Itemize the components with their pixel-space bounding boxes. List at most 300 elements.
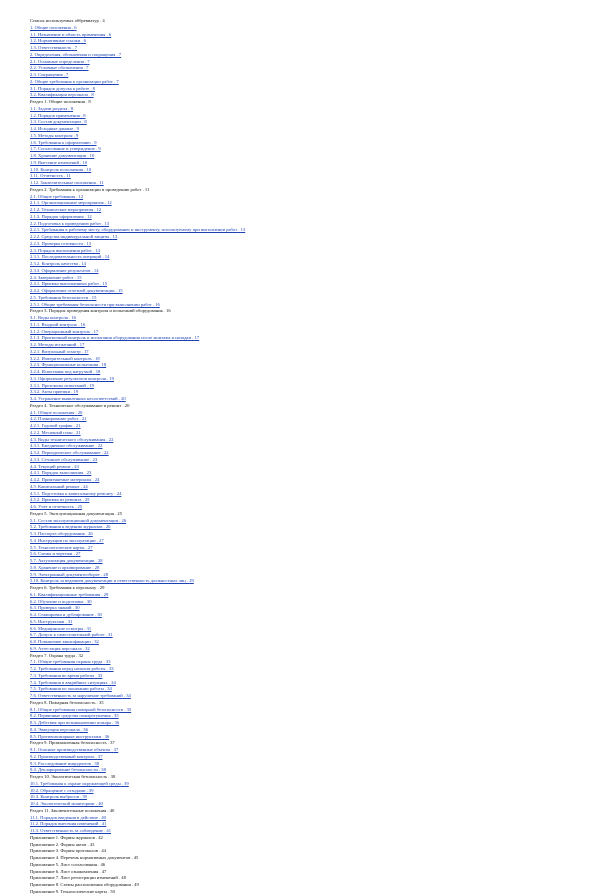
toc-entry-page: 8 [88, 99, 91, 104]
toc-entry-title: 10.2. Обращение с отходами [30, 787, 86, 793]
toc-entry[interactable] [30, 349, 571, 356]
toc-entry[interactable] [30, 38, 571, 45]
toc-entry[interactable] [30, 720, 571, 727]
toc-entry-title: 9.3. Расследование инцидентов [30, 760, 91, 766]
toc-entry[interactable] [30, 180, 571, 187]
toc-entry-title: 2.4. Завершение работ [30, 274, 74, 280]
toc-entry [30, 585, 571, 592]
toc-entry[interactable] [30, 605, 571, 612]
toc-entry-dots: . [77, 321, 81, 327]
toc-entry[interactable] [30, 32, 571, 39]
toc-entry-dots: . [117, 875, 122, 881]
toc-entry[interactable] [30, 646, 571, 653]
toc-entry[interactable] [30, 686, 571, 693]
toc-entry[interactable] [30, 234, 571, 241]
toc-entry-page: 36 [83, 726, 88, 732]
toc-entry-page: 28 [103, 571, 108, 577]
toc-entry[interactable] [30, 801, 571, 808]
toc-entry-title: 8.2. Первичные средства пожаротушения [30, 713, 111, 719]
toc-entry-title: 4.3.3. Сезонное обслуживание [30, 456, 90, 462]
toc-entry[interactable] [30, 423, 571, 430]
toc-entry-title: 1.12. Заключительные положения [30, 180, 96, 185]
toc-entry[interactable] [30, 113, 571, 120]
toc-entry-title: 6.5. Инструктажи [30, 618, 65, 624]
toc-entry[interactable] [30, 821, 571, 828]
toc-entry-page: 9 [98, 146, 101, 152]
toc-entry[interactable] [30, 335, 571, 342]
toc-entry-dots: . [107, 774, 111, 779]
toc-entry-title: Раздел 9. Промышленная безопасность [30, 740, 107, 746]
toc-entry-title: 4.5. Капитальный ремонт [30, 483, 80, 489]
toc-entry[interactable] [30, 754, 571, 761]
toc-entry[interactable] [30, 214, 571, 221]
toc-entry-title: 1.3. Ответственность [30, 45, 72, 50]
toc-entry-title: 4.3.2. Периодическое обслуживание [30, 450, 101, 455]
toc-entry-page: 17 [84, 348, 89, 354]
toc-entry[interactable] [30, 794, 571, 801]
toc-entry[interactable] [30, 133, 571, 140]
toc-entry-title: 1.9. Внесение изменений [30, 159, 79, 165]
toc-entry[interactable] [30, 254, 571, 261]
toc-entry[interactable] [30, 666, 571, 673]
toc-entry-dots: . [141, 186, 145, 192]
toc-entry-dots: . [84, 99, 89, 104]
toc-entry[interactable] [30, 592, 571, 599]
toc-entry[interactable] [30, 72, 571, 79]
toc-entry-page: 8 [84, 119, 87, 125]
toc-entry-dots: . [122, 693, 127, 698]
toc-entry-dots: . [103, 686, 108, 692]
toc-entry-page: 38 [94, 760, 99, 766]
toc-entry-dots: . [95, 180, 100, 185]
toc-entry-title: 3.2. Методы испытаний [30, 342, 77, 347]
toc-entry-title: 4.2.1. Годовой график [30, 423, 73, 428]
toc-entry[interactable] [30, 599, 571, 606]
toc-entry-page: 23 [86, 470, 92, 476]
toc-entry-dots: . [90, 139, 95, 145]
toc-entry-dots: . [101, 254, 105, 260]
toc-entry-title: 5.4. Инструкции по эксплуатации [30, 537, 96, 543]
toc-entry[interactable] [30, 92, 571, 99]
toc-entry[interactable] [30, 126, 571, 133]
toc-entry[interactable] [30, 437, 571, 444]
toc-entry-page: 26 [105, 524, 111, 530]
toc-entry[interactable] [30, 140, 571, 147]
toc-entry[interactable] [30, 632, 571, 639]
toc-entry-dots: . [191, 335, 195, 341]
toc-entry[interactable] [30, 416, 571, 423]
toc-entry-title: 4.1. Общие положения [30, 409, 75, 415]
toc-entry[interactable] [30, 207, 571, 214]
toc-entry-title: 10.4. Экологический мониторинг [30, 801, 95, 806]
toc-entry-title: 3.2.4. Испытания под нагрузкой [30, 369, 93, 374]
toc-entry-dots: . [83, 213, 88, 219]
toc-entry-dots: . [113, 490, 117, 496]
toc-entry-dots: . [98, 281, 103, 287]
toc-entry-title: Раздел 3. Порядок проведения контроля и испытаний оборудования [30, 308, 163, 314]
toc-entry-dots: . [162, 308, 167, 314]
toc-entry-title: 1.2. Порядок применения [30, 112, 80, 118]
toc-entry[interactable] [30, 524, 571, 531]
toc-entry-title: Приложение 8. Схемы расположения оборудования [30, 882, 131, 887]
toc-entry-title: Раздел 4. Техническое обслуживание и ремонт [30, 402, 122, 408]
toc-entry[interactable] [30, 221, 571, 228]
toc-entry-title: Список используемых аббревиатур [30, 18, 99, 23]
toc-entry[interactable] [30, 457, 571, 464]
toc-entry-title: 1.5. Методы контроля [30, 132, 73, 138]
toc-entry-title: 11.3. Ответственность за соблюдение [30, 828, 103, 833]
toc-entry[interactable] [30, 410, 571, 417]
toc-entry-title: 7.3. Требования во время работы [30, 672, 95, 678]
toc-entry-page: 42 [98, 834, 103, 840]
toc-entry-dots: . [78, 159, 83, 165]
toc-entry[interactable] [30, 531, 571, 538]
toc-entry-page: 9 [76, 132, 79, 138]
toc-entry[interactable] [30, 828, 571, 835]
toc-entry[interactable] [30, 200, 571, 207]
toc-entry[interactable] [30, 25, 571, 32]
toc-entry-page: 13 [112, 234, 118, 239]
toc-entry[interactable] [30, 578, 571, 585]
toc-entry[interactable] [30, 106, 571, 113]
toc-entry-title: 4.4. Текущий ремонт [30, 463, 71, 469]
toc-entry-dots: . [76, 342, 80, 347]
toc-entry[interactable] [30, 551, 571, 558]
toc-entry-page: 18 [95, 355, 100, 361]
toc-entry[interactable] [30, 295, 571, 302]
toc-entry-dots: . [81, 645, 86, 651]
toc-entry-dots: . [95, 699, 99, 705]
toc-entry-dots: . [81, 497, 85, 503]
toc-entry-page: 31 [86, 625, 92, 631]
toc-entry-title: 3.3. Оформление результатов контроля [30, 375, 106, 381]
toc-entry[interactable] [30, 538, 571, 545]
toc-entry[interactable] [30, 727, 571, 734]
toc-entry-page: 13 [104, 220, 110, 226]
toc-entry [30, 808, 571, 815]
toc-entry-dots: . [98, 821, 102, 827]
toc-entry-page: 23 [92, 456, 98, 462]
toc-entry[interactable] [30, 497, 571, 504]
toc-entry-dots: . [103, 200, 108, 206]
toc-entry-page: 7 [118, 51, 122, 57]
toc-entry[interactable] [30, 362, 571, 369]
toc-entry-title: 3.1. Виды контроля [30, 315, 68, 320]
toc-entry-title: 3.1. Порядок допуска к работе [30, 85, 90, 91]
toc-entry[interactable] [30, 518, 571, 525]
toc-entry[interactable] [30, 504, 571, 511]
toc-entry-title: 2.3. Порядок выполнения работ [30, 247, 92, 253]
toc-entry-title: 2.4.1. Приемка выполненных работ [30, 281, 99, 287]
toc-entry-title: 9.2. Производственный контроль [30, 753, 95, 759]
toc-entry-page: 14 [81, 261, 86, 266]
toc-entry[interactable] [30, 788, 571, 795]
toc-entry [30, 842, 571, 849]
toc-entry-page: 33 [105, 659, 111, 665]
toc-entry[interactable] [30, 484, 571, 491]
toc-entry-title: 2.1.3. Порядок оформления [30, 213, 84, 219]
toc-entry-page: 9 [94, 139, 97, 145]
toc-entry-dots: . [84, 544, 88, 550]
toc-entry[interactable] [30, 261, 571, 268]
toc-entry-dots: . [91, 564, 95, 570]
toc-entry-title: Приложение 6. Лист ознакомления [30, 868, 99, 874]
toc-entry[interactable] [30, 383, 571, 390]
toc-entry-page: 24 [94, 477, 100, 482]
toc-entry[interactable] [30, 194, 571, 201]
toc-entry-dots: . [117, 396, 122, 401]
toc-entry-title: Раздел 10. Экологическая безопасность [30, 774, 108, 779]
toc-entry [30, 889, 571, 896]
toc-entry-title: 4.4.1. Порядок выполнения [30, 470, 84, 476]
toc-entry[interactable] [30, 815, 571, 822]
toc-entry[interactable] [30, 545, 571, 552]
toc-entry-dots: . [62, 173, 67, 179]
toc-entry-page: 20 [121, 396, 126, 401]
toc-entry-page: 29 [189, 578, 194, 584]
toc-entry[interactable] [30, 491, 571, 498]
toc-entry[interactable] [30, 45, 571, 52]
toc-entry-title: 4.2. Планирование работ [30, 416, 79, 422]
toc-entry-dots: . [86, 841, 90, 847]
toc-entry-title: 5.10. Контроль за ведением документации и ответственность должностных лиц [30, 578, 186, 584]
toc-entry-dots: . [89, 85, 93, 91]
toc-entry-dots: . [79, 112, 84, 118]
toc-entry[interactable] [30, 268, 571, 275]
toc-entry-dots: . [185, 578, 190, 584]
toc-entry-dots: . [72, 423, 76, 428]
toc-entry[interactable] [30, 558, 571, 565]
toc-entry[interactable] [30, 86, 571, 93]
toc-entry [30, 862, 571, 869]
toc-entry-page: 20 [124, 402, 130, 408]
toc-entry-title: Приложение 1. Формы журналов [30, 834, 95, 840]
toc-entry-dots: . [78, 794, 83, 800]
toc-entry-dots: . [101, 733, 105, 739]
toc-entry[interactable] [30, 430, 571, 437]
toc-entry-page: 37 [97, 753, 103, 759]
toc-entry-title: 2.1. Общие требования [30, 193, 76, 199]
toc-entry[interactable] [30, 65, 571, 72]
toc-entry[interactable] [30, 227, 571, 234]
toc-entry-title: 4.6. Учет и отчетность [30, 504, 75, 509]
toc-entry-title: Раздел 2. Требования к организации и проведению работ [30, 186, 142, 192]
toc-entry-page: 18 [95, 369, 101, 374]
toc-entry[interactable] [30, 477, 571, 484]
toc-entry[interactable] [30, 322, 571, 329]
toc-entry-page: 12 [107, 200, 112, 206]
toc-entry-dots: . [83, 58, 88, 64]
toc-entry-page: 36 [104, 733, 110, 739]
toc-entry[interactable] [30, 680, 571, 687]
toc-entry-page: 6 [83, 38, 86, 44]
toc-entry-title: 1.7. Согласование и утверждение [30, 146, 95, 152]
toc-entry-dots: . [85, 787, 89, 793]
toc-entry-page: 21 [75, 423, 81, 428]
toc-entry-title: 3.1.1. Входной контроль [30, 321, 78, 327]
toc-entry-title: 2.1. Основные определения [30, 58, 84, 64]
toc-entry-dots: . [120, 780, 125, 786]
toc-entry-title: 2.3.1. Последовательность операций [30, 254, 102, 260]
toc-entry-dots: . [99, 571, 104, 577]
toc-entry-dots: . [102, 524, 106, 530]
toc-entry[interactable] [30, 153, 571, 160]
toc-entry-dots: . [97, 767, 102, 773]
toc-entry-page: 16 [71, 315, 76, 320]
toc-entry-page: 33 [97, 672, 103, 678]
toc-entry[interactable] [30, 167, 571, 174]
toc-entry-title: 6.3. Проверка знаний [30, 605, 72, 611]
toc-entry-page: 31 [67, 618, 73, 624]
toc-entry-title: 4.5.2. Приемка из ремонта [30, 497, 82, 503]
toc-entry-title: 2. Определения, обозначения и сокращения [30, 51, 116, 57]
toc-entry[interactable] [30, 389, 571, 396]
toc-entry-dots: . [94, 672, 98, 678]
toc-entry[interactable] [30, 146, 571, 153]
toc-entry[interactable] [30, 342, 571, 349]
toc-entry-title: 4.5.1. Подготовка к капитальному ремонту [30, 490, 114, 496]
toc-entry[interactable] [30, 275, 571, 282]
toc-entry[interactable] [30, 565, 571, 572]
toc-entry-dots: . [73, 274, 77, 280]
toc-entry-dots: . [123, 706, 127, 712]
toc-entry[interactable] [30, 173, 571, 180]
toc-entry-page: 35 [114, 713, 119, 719]
toc-entry[interactable] [30, 288, 571, 295]
toc-entry-title: Раздел 7. Охрана труда [30, 652, 76, 658]
toc-entry-page: 11 [66, 173, 71, 179]
toc-entry-title: 4.4.2. Применяемые материалы [30, 477, 92, 482]
toc-entry[interactable] [30, 572, 571, 579]
toc-entry[interactable] [30, 761, 571, 768]
toc-entry[interactable] [30, 619, 571, 626]
toc-entry-page: 38 [101, 767, 106, 773]
toc-entry[interactable] [30, 52, 571, 59]
toc-entry[interactable] [30, 376, 571, 383]
toc-entry-dots: . [90, 639, 95, 644]
toc-entry-page: 11 [144, 186, 150, 192]
toc-entry-page: 29 [103, 591, 109, 597]
toc-entry-page: 29 [99, 585, 105, 590]
toc-entry[interactable] [30, 119, 571, 126]
toc-entry-title: 6.9. Аттестация персонала [30, 645, 82, 651]
toc-entry[interactable] [30, 707, 571, 714]
toc-entry-dots: . [67, 105, 71, 111]
toc-entry-title: 9.1. Опасные производственные объекты [30, 747, 111, 752]
toc-entry[interactable] [30, 713, 571, 720]
toc-entry[interactable] [30, 241, 571, 248]
toc-entry-dots: . [80, 38, 84, 44]
toc-entry-page: 33 [108, 666, 114, 671]
toc-entry[interactable] [30, 248, 571, 255]
toc-entry[interactable] [30, 396, 571, 403]
toc-entry-title: 2.2.1. Требования к рабочему месту, оборудованию и инструменту, используемому при выполнении работ [30, 227, 238, 233]
toc-entry-dots: . [151, 301, 156, 307]
toc-entry[interactable] [30, 464, 571, 471]
toc-entry[interactable] [30, 781, 571, 788]
toc-entry[interactable] [30, 315, 571, 322]
toc-entry-dots: . [130, 855, 134, 860]
toc-entry[interactable] [30, 59, 571, 66]
toc-entry[interactable] [30, 329, 571, 336]
toc-entry [30, 740, 571, 747]
toc-entry[interactable] [30, 626, 571, 633]
toc-entry-dots: . [89, 456, 93, 462]
toc-entry-dots: . [105, 31, 109, 37]
toc-entry-dots: . [118, 517, 122, 523]
toc-entry-page: 8 [70, 105, 74, 111]
toc-entry-dots: . [106, 740, 111, 746]
toc-entry[interactable] [30, 281, 571, 288]
toc-entry[interactable] [30, 443, 571, 450]
toc-entry-page: 19 [89, 382, 94, 388]
toc-entry-title: 3.2.2. Измерительный контроль [30, 355, 92, 361]
toc-entry-page: 34 [107, 686, 112, 692]
toc-entry[interactable] [30, 302, 571, 309]
toc-entry[interactable] [30, 673, 571, 680]
toc-entry-dots: . [100, 220, 105, 226]
toc-entry-title: Приложение 3. Формы протоколов [30, 848, 98, 854]
toc-entry [30, 848, 571, 855]
toc-entry-page: 47 [101, 868, 107, 874]
toc-entry[interactable] [30, 160, 571, 167]
toc-entry-title: Приложение 5. Лист согласования [30, 861, 97, 867]
toc-entry-page: 32 [78, 652, 84, 658]
toc-entry-title: 1.3. Состав документации [30, 119, 81, 125]
toc-entry-dots: . [78, 416, 82, 422]
toc-entry[interactable] [30, 639, 571, 646]
toc-entry-dots: . [90, 760, 95, 766]
toc-entry[interactable] [30, 693, 571, 700]
toc-entry-title: 5.5. Технологические карты [30, 544, 85, 550]
toc-entry[interactable] [30, 450, 571, 457]
toc-entry[interactable] [30, 612, 571, 619]
toc-entry-title: 5.8. Хранение и архивирование [30, 564, 92, 570]
toc-entry[interactable] [30, 470, 571, 477]
toc-entry [30, 403, 571, 410]
toc-entry[interactable] [30, 369, 571, 376]
toc-entry-page: 45 [133, 855, 139, 860]
toc-entry-page: 16 [80, 321, 86, 327]
toc-entry-page: 24 [83, 483, 88, 489]
toc-entry-page: 17 [79, 342, 85, 347]
toc-entry-page: 7 [86, 65, 89, 71]
toc-entry[interactable] [30, 734, 571, 741]
toc-entry-dots: . [112, 78, 117, 84]
toc-entry-page: 28 [94, 564, 100, 570]
toc-entry-dots: . [94, 753, 98, 759]
toc-entry[interactable] [30, 356, 571, 363]
toc-entry-dots: . [75, 193, 79, 199]
toc-entry-page: 7 [87, 58, 90, 64]
toc-entry-dots: . [75, 652, 79, 658]
toc-entry[interactable] [30, 79, 571, 86]
toc-entry-page: 27 [87, 544, 93, 550]
toc-entry-page: 21 [81, 416, 87, 422]
toc-entry[interactable] [30, 659, 571, 666]
toc-entry[interactable] [30, 767, 571, 774]
toc-entry[interactable] [30, 747, 571, 754]
toc-entry-page: 32 [94, 639, 99, 644]
toc-entry-title: 3.1.3. Приемочный контроль и испытания оборудования после монтажа и наладки [30, 335, 192, 341]
toc-entry-title: 3.3.2. Акты приемки [30, 389, 71, 395]
toc-entry-title: Раздел 1. Общие положения [30, 99, 85, 104]
toc-entry-title: Раздел 8. Пожарная безопасность [30, 699, 96, 705]
toc-entry-dots: . [111, 720, 115, 725]
toc-entry-page: 11 [99, 180, 104, 185]
toc-entry-dots: . [80, 348, 84, 354]
toc-entry-title: 10.3. Контроль выбросов [30, 794, 79, 800]
